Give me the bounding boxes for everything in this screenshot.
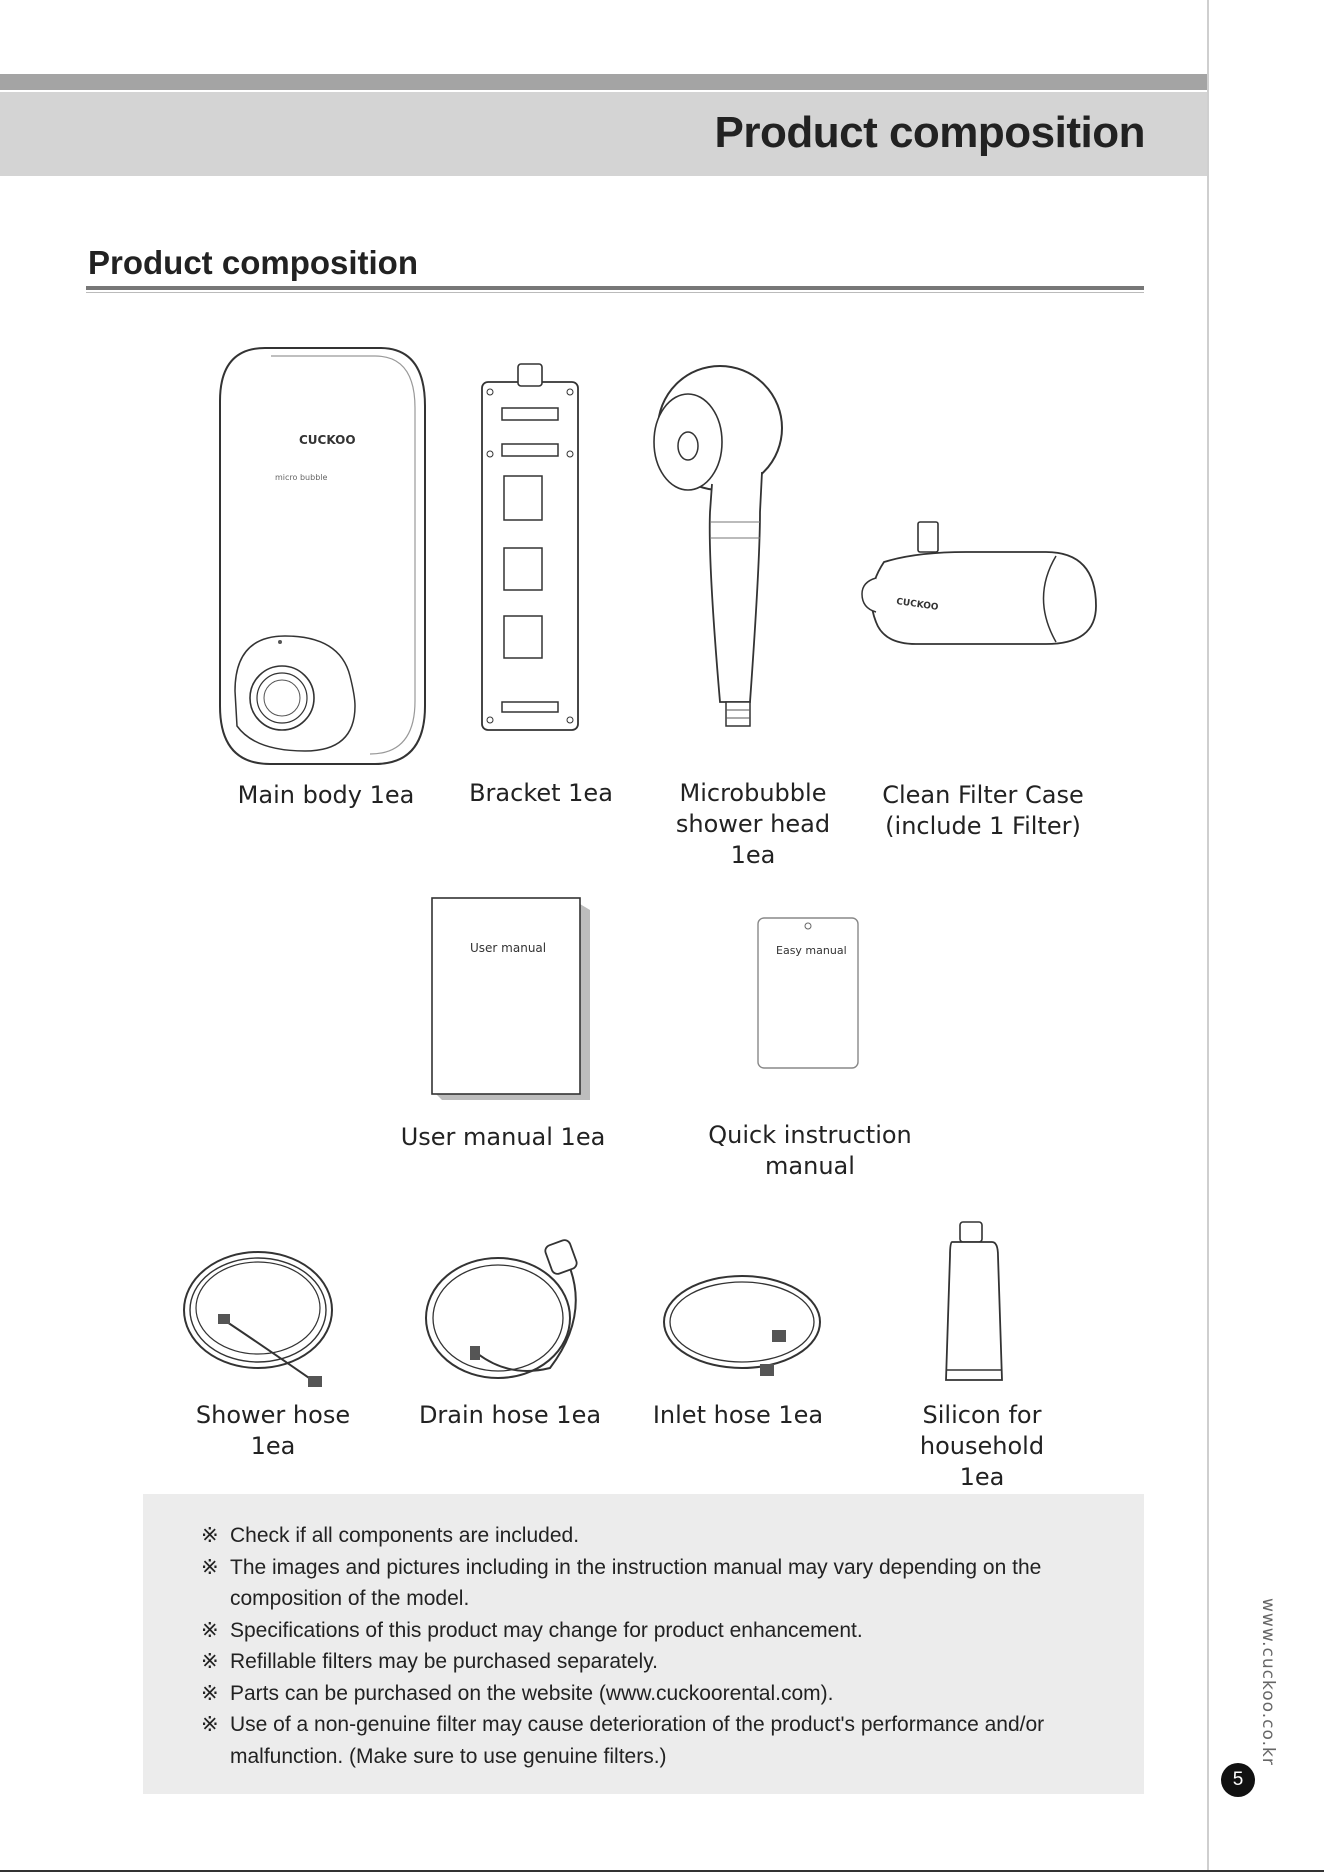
silicon-caption: Silicon for household 1ea [919,1401,1045,1491]
drain-hose-caption: Drain hose 1ea [418,1401,602,1429]
page-number: 5 [1221,1763,1255,1797]
user-manual-caption: User manual 1ea [400,1123,606,1151]
section-title: Product composition [88,244,418,281]
bracket-caption: Bracket 1ea [469,779,613,807]
quick-manual-image [756,916,860,1070]
inlet-hose-image [660,1268,830,1386]
shower-hose-image [180,1244,340,1392]
silicon-tube-image [940,1220,1010,1388]
inlet-hose-caption: Inlet hose 1ea [652,1401,824,1429]
section-rule-thin [86,292,1144,293]
filter-case-image [856,522,1102,652]
user-manual-cover-text: User manual [470,941,547,955]
note-item: ※ The images and pictures including in the instruction manual may vary depending on the composition of the model. [201,1555,1042,1610]
bracket-image [478,364,582,734]
note-item: ※ Specifications of this product may change for product enhancement. [201,1618,863,1642]
note-item: ※ Parts can be purchased on the website (www.cuckoorental.com). [201,1681,834,1705]
header-banner [0,92,1207,176]
page-title: Product composition [714,108,1145,157]
section-rule [86,286,1144,290]
main-body-brand: CUCKOO [299,433,356,447]
shower-hose-caption: Shower hose 1ea [195,1401,351,1460]
shower-head-image [650,362,790,742]
header-top-rule [0,74,1207,90]
filter-case-brand: CUCKOO [895,597,939,613]
main-body-image [215,346,425,766]
filter-case-caption: Clean Filter Case (include 1 Filter) [882,781,1084,840]
drain-hose-image [420,1228,600,1392]
quick-manual-cover-text: Easy manual [776,944,847,957]
main-body-subtitle: micro bubble [275,473,328,482]
note-item: ※ Use of a non-genuine filter may cause deterioration of the product's performance and/or malfunction. (Make sure to use genuine filters.) [201,1713,1045,1768]
notes-box [143,1494,1144,1794]
user-manual-image [430,896,592,1102]
shower-head-caption: Microbubble shower head 1ea [675,779,831,869]
note-item: ※ Refillable filters may be purchased separately. [201,1650,658,1673]
note-item: ※ Check if all components are included. [201,1524,580,1547]
right-margin-rule [1207,0,1209,1872]
quick-manual-caption: Quick instruction manual [708,1121,912,1180]
main-body-caption: Main body 1ea [237,781,415,809]
website-url: www.cuckoo.co.kr [1258,1598,1278,1766]
notes-list [143,1494,1144,1772]
